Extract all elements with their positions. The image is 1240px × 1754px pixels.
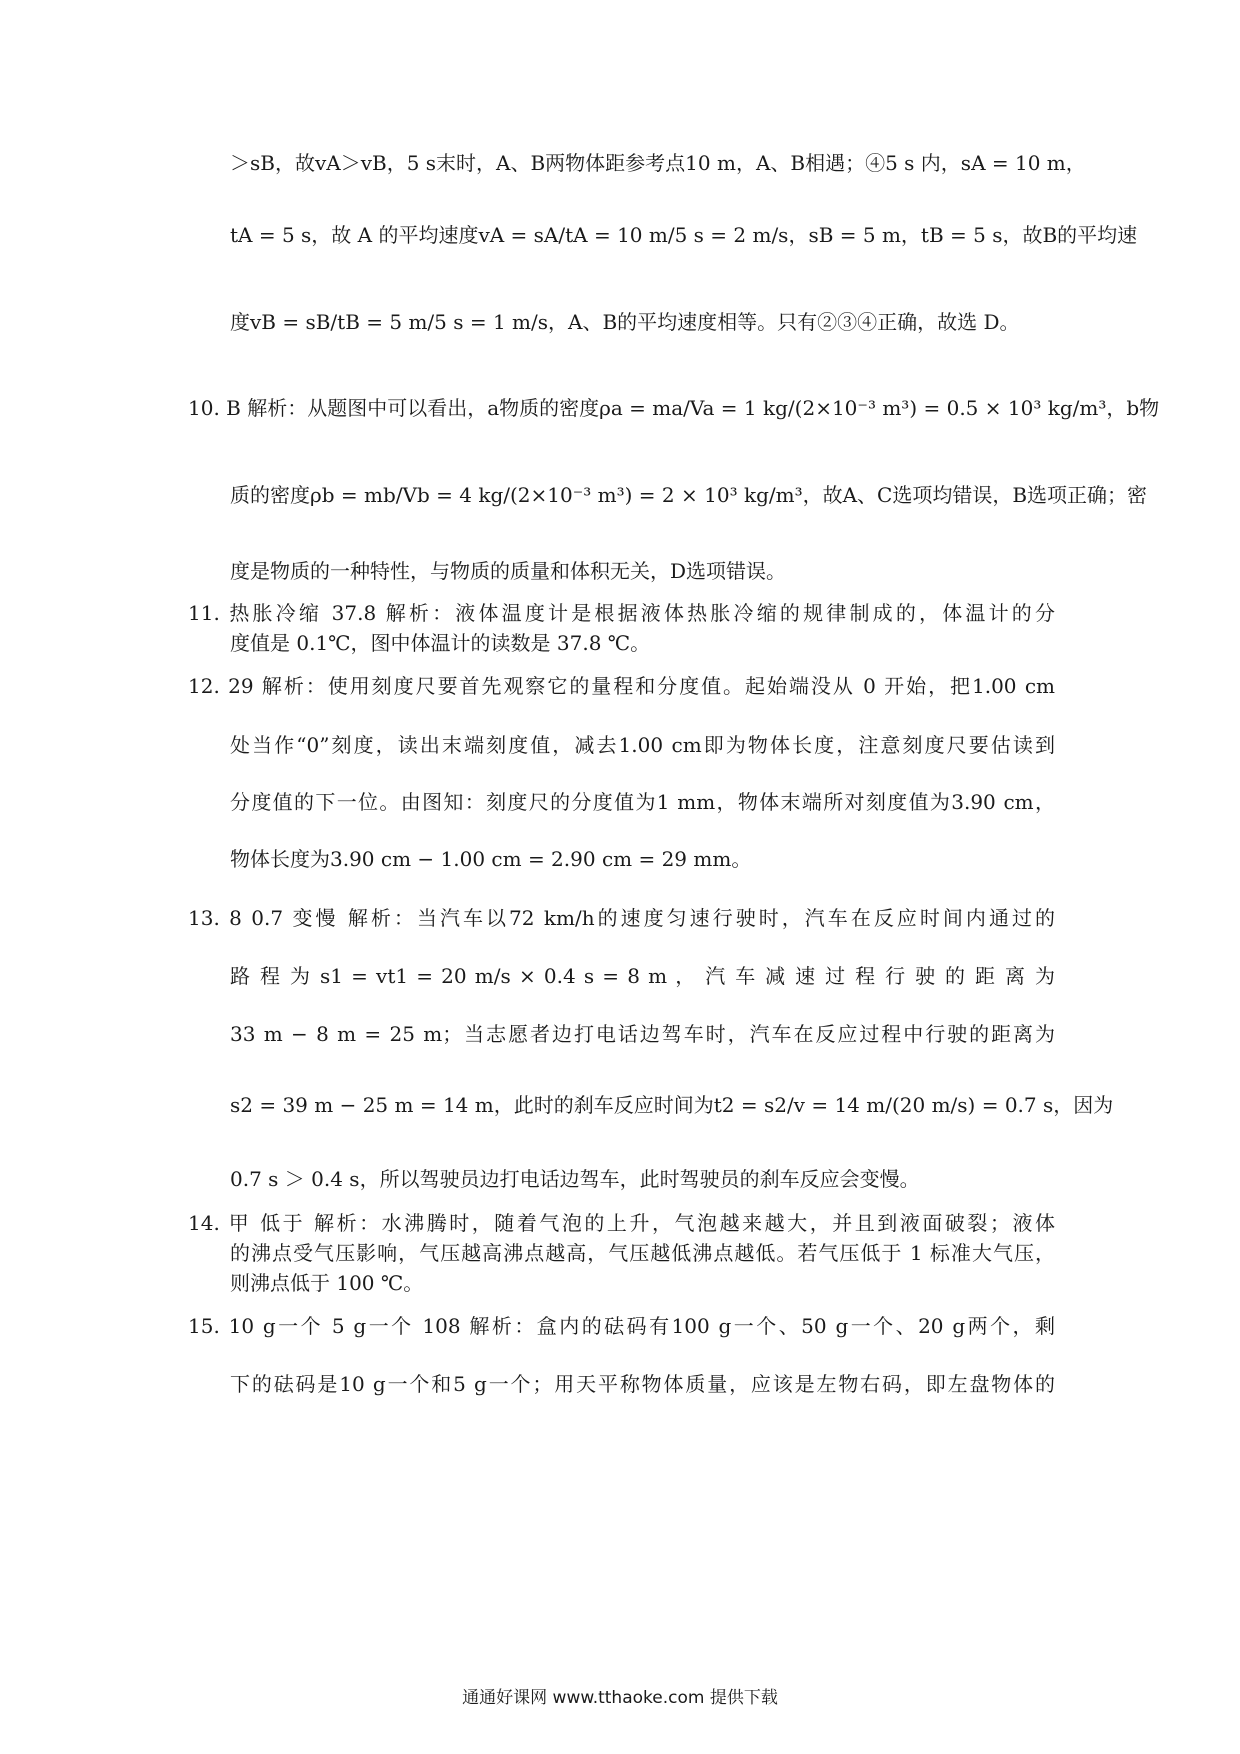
answer-14-line: 14. 甲 低于 解析：水沸腾时，随着气泡的上升，气泡越来越大，并且到液面破裂；液体 — [188, 1211, 1055, 1235]
text-line: 则沸点低于 100 ℃。 — [230, 1271, 424, 1295]
text-line: 路 程 为 s1 = vt1 = 20 m/s × 0.4 s = 8 m ， 汽 车 减 速 过 程 行 驶 的 距 离 为 — [230, 964, 1056, 988]
text-line: 33 m − 8 m = 25 m；当志愿者边打电话边驾车时，汽车在反应过程中行驶的距离为 — [230, 1022, 1055, 1046]
text-line: 质的密度ρb = mb/Vb = 4 kg/(2×10⁻³ m³) = 2 × 10³ kg/m³，故A、C选项均错误，B选项正确；密 — [230, 483, 1148, 507]
text-line: 度值是 0.1℃，图中体温计的读数是 37.8 ℃。 — [230, 631, 651, 655]
answer-15-line: 15. 10 g一个 5 g一个 108 解析：盒内的砝码有100 g一个、50 g一个、20 g两个，剩 — [188, 1314, 1055, 1338]
answer-10-line: 10. B 解析：从题图中可以看出，a物质的密度ρa = ma/Va = 1 kg/(2×10⁻³ m³) = 0.5 × 10³ kg/m³，b物 — [188, 396, 1160, 420]
text-line: tA = 5 s，故 A 的平均速度vA = sA/tA = 10 m/5 s = 2 m/s，sB = 5 m，tB = 5 s，故B的平均速 — [230, 223, 1138, 247]
text-line: 下的砝码是10 g一个和5 g一个；用天平称物体质量，应该是左物右码，即左盘物体的 — [230, 1372, 1055, 1396]
answer-11-line: 11. 热胀冷缩 37.8 解析：液体温度计是根据液体热胀冷缩的规律制成的，体温计的分 — [188, 601, 1055, 625]
text-line: 分度值的下一位。由图知：刻度尺的分度值为1 mm，物体末端所对刻度值为3.90 cm， — [230, 790, 1055, 814]
page-footer: 通通好课网 www.tthaoke.com 提供下载 — [462, 1688, 778, 1708]
text-line: 度vB = sB/tB = 5 m/5 s = 1 m/s，A、B的平均速度相等。只有②③④正确，故选 D。 — [230, 310, 1020, 334]
text-line: 0.7 s ＞ 0.4 s，所以驾驶员边打电话边驾车，此时驾驶员的刹车反应会变慢。 — [230, 1167, 920, 1191]
text-line: s2 = 39 m − 25 m = 14 m，此时的刹车反应时间为t2 = s2/v = 14 m/(20 m/s) = 0.7 s，因为 — [230, 1093, 1114, 1117]
text-line: ＞sB，故vA＞vB，5 s末时，A、B两物体距参考点10 m，A、B相遇；④5 s 内，sA = 10 m， — [230, 151, 1086, 175]
text-line: 的沸点受气压影响，气压越高沸点越高，气压越低沸点越低。若气压低于 1 标准大气压， — [230, 1241, 1055, 1265]
text-line: 处当作“0”刻度，读出末端刻度值，减去1.00 cm即为物体长度，注意刻度尺要估读到 — [230, 733, 1055, 757]
answer-12-line: 12. 29 解析：使用刻度尺要首先观察它的量程和分度值。起始端没从 0 开始，把1.00 cm — [188, 674, 1055, 698]
answer-13-line: 13. 8 0.7 变慢 解析：当汽车以72 km/h的速度匀速行驶时，汽车在反应时间内通过的 — [188, 906, 1055, 930]
text-line: 度是物质的一种特性，与物质的质量和体积无关，D选项错误。 — [230, 559, 787, 583]
text-line: 物体长度为3.90 cm − 1.00 cm = 2.90 cm = 29 mm。 — [230, 847, 752, 871]
